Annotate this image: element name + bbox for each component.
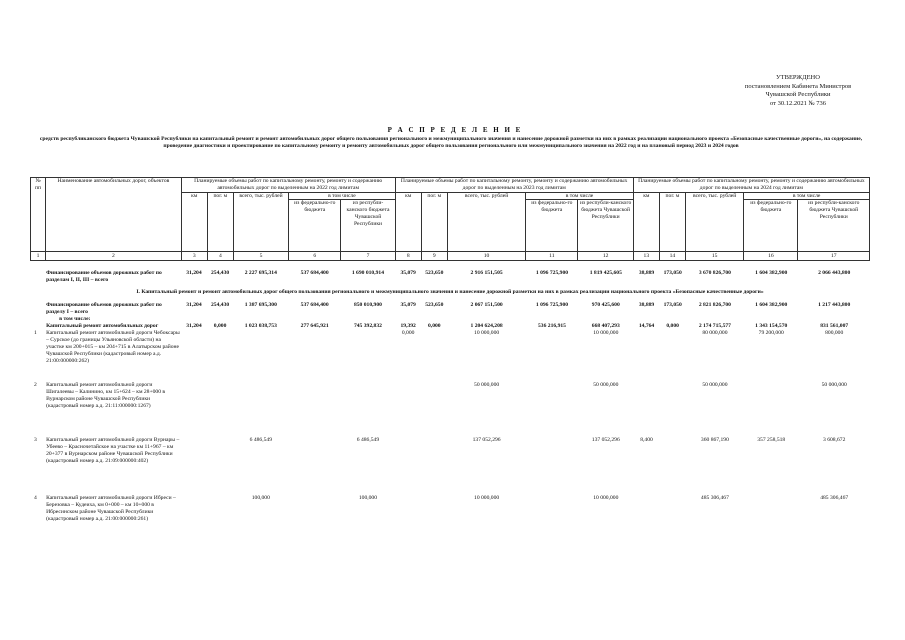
body-table [30,270,870,539]
header-km-2022: км [181,192,207,252]
row-index: 4 [34,495,37,501]
value-cell [526,316,578,323]
row-index [30,270,45,284]
value-cell: 1 387 695,300 [244,302,277,308]
column-number-cell: 3 [181,252,207,261]
value-cell [526,495,578,539]
header-fed-2023: из федерально-го бюджета [526,200,578,252]
value-cell: 79 200,000 [758,330,784,336]
value-cell: 100,000 [358,495,378,501]
value-cell [421,495,447,539]
value-cell: 3 608,672 [823,437,846,443]
document-title: Р А С П Р Е Д Е Л Е Н И Е [387,126,523,134]
header-km-2023: км [395,192,421,252]
value-cell: 831 561,007 [820,323,849,329]
row-name: Финансирование объемов дорожных работ по разделу I – всего [46,302,162,315]
header-pm-2024: пог. м [659,192,685,252]
column-number-cell: 10 [447,252,525,261]
table-row [30,323,870,330]
value-cell: 537 684,400 [300,270,329,276]
value-cell [288,330,340,382]
value-cell [421,437,447,495]
value-cell: 100,000 [251,495,270,501]
value-cell: 254,430 [210,302,230,308]
value-cell: 850 010,900 [353,302,382,308]
section-heading-row [30,284,870,302]
value-cell [288,382,340,437]
header-rep-2024: из республи-канского бюджета Чувашской Республики [798,200,870,252]
value-cell: 1 096 725,900 [535,302,569,308]
value-cell [660,330,686,382]
value-cell: 1 096 725,900 [535,270,569,276]
value-cell [288,495,340,539]
table-row [30,330,870,382]
value-cell: 10 000,000 [474,330,500,336]
section-heading: I. Капитальный ремонт и ремонт автомобильных дорог общего пользования регионального и межмуниципального значения и нанесение дорожной разметки на них в рамках реализации национального проекта «Безопасные качественные дороги» [136,289,764,295]
value-cell [421,330,447,382]
value-cell [288,316,340,323]
value-cell [207,382,233,437]
value-cell: 1 819 425,605 [589,270,622,276]
value-cell: 1 604 382,900 [755,302,788,308]
column-number-cell: 15 [685,252,743,261]
value-cell [633,382,659,437]
column-number-cell: 7 [341,252,395,261]
header-fed-2024: из федерально-го бюджета [744,200,798,252]
header-table [30,177,870,261]
value-cell: 137 052,296 [472,437,501,443]
value-cell: 6 486,549 [356,437,380,443]
header-group-2022: Планируемые объемы работ по капитальному ремонту, ремонту и содержанию автомобильных дорог по выделенным на 2022 год лимитам [181,178,395,193]
table-row [30,302,870,316]
value-cell [233,316,288,323]
column-number-cell: 1 [31,252,46,261]
value-cell: 970 425,600 [591,302,620,308]
document-subtitle: средств республиканского бюджета Чувашской Республики на капитальный ремонт и ремонт автомобильных дорог общего пользования регионального и межмуниципального значения и нанесение дорожной разметки на них в рамках реализации национального проекта «Безопасные качественные дороги», на содержание, проведение диагностики и проектирование по капитальному ремонту и ремонту автомобильных дорог общего пользования регионального или межмуниципального значения на 2022 год и на плановый период 2023 и 2024 годов [39,136,863,150]
value-cell: 2 067 151,500 [470,302,503,308]
approval-line-2: постановлением Кабинета Министров [744,82,852,90]
column-number-cell: 16 [744,252,798,261]
column-number-cell: 17 [798,252,870,261]
value-cell: 50 000,000 [593,382,619,388]
table-row [30,382,870,437]
header-rep-2022: из республи-канского бюджета Чувашской Республики [341,200,395,252]
value-cell: 173,050 [663,270,682,276]
value-cell: 173,050 [663,302,682,308]
value-cell: 2 174 715,577 [698,323,731,329]
header-incl-2024: в том числе [744,192,870,200]
column-number-cell: 8 [395,252,421,261]
column-number-cell: 4 [207,252,233,261]
value-cell [526,330,578,382]
value-cell: 523,650 [425,270,444,276]
value-cell [181,316,207,323]
value-cell: 31,204 [186,302,202,308]
value-cell [341,382,395,437]
value-cell: 0,000 [428,323,441,329]
value-cell: 10 000,000 [593,495,619,501]
value-cell [395,382,421,437]
value-cell: 35,079 [400,302,416,308]
value-cell: 1 023 038,753 [244,323,277,329]
value-cell [660,316,686,323]
value-cell: 1 690 010,914 [351,270,385,276]
value-cell: 254,430 [210,270,230,276]
header-pm-2022: пог. м [207,192,233,252]
value-cell [633,495,659,539]
row-index: 1 [34,330,37,336]
approval-line-3: Чувашской Республики [765,91,831,98]
value-cell [207,330,233,382]
value-cell: 485 306,467 [820,495,849,501]
value-cell [660,382,686,437]
value-cell: 1 217 443,800 [818,302,851,308]
column-number-cell: 14 [659,252,685,261]
value-cell: 19,392 [400,323,416,329]
value-cell: 485 306,467 [700,495,729,501]
column-number-cell: 5 [233,252,288,261]
row-name: Капитальный ремонт автомобильной дороги Ибреси – Березовка – Кудеиха, км 0+000 – км 10+000 в Ибресинском районе Чувашской Республики (кадастровый номер а.д. 21:00:000000:261) [46,495,176,522]
header-group-2024: Планируемые объемы работ по капитальному ремонту, ремонту и содержанию автомобильных дорог по выделенным на 2024 год лимитам [633,178,869,193]
value-cell: 745 392,832 [353,323,382,329]
column-number-cell: 2 [46,252,182,261]
value-cell [181,437,207,495]
value-cell: 277 645,921 [300,323,329,329]
value-cell [744,382,798,437]
value-cell: 357 258,518 [757,437,786,443]
value-cell [447,316,525,323]
row-name: Капитальный ремонт автомобильной дороги Чебоксары – Сурское (до границы Ульяновской области) на участке км 200+015 – км 204+715 в Алатырском районе Чувашской Республики (кадастровый номер а.д. 21:00:000000:262) [46,330,180,364]
approval-block [718,74,878,108]
value-cell: 6 486,549 [249,437,272,443]
header-rep-2023: из республи-канского бюджета Чувашской Республики [578,200,633,252]
value-cell [744,495,798,539]
value-cell [395,316,421,323]
column-number-row [31,252,870,261]
column-number-cell: 13 [633,252,659,261]
value-cell: 0,000 [666,323,679,329]
value-cell: 360 867,190 [700,437,729,443]
column-number-cell: 12 [578,252,633,261]
row-index [30,316,45,323]
value-cell: 800,000 [825,330,844,336]
value-cell: 137 052,296 [591,437,620,443]
table-row [30,437,870,495]
value-cell: 523,650 [425,302,444,308]
value-cell: 0,000 [401,330,415,336]
row-index [30,302,45,316]
value-cell: 10 000,000 [593,330,619,336]
column-number-cell: 6 [289,252,341,261]
value-cell [633,316,659,323]
row-index [30,323,45,330]
header-km-2024: км [633,192,659,252]
row-name: Финансирование объемов дорожных работ по разделам I, II, III – всего [46,270,162,283]
column-number-cell: 11 [526,252,578,261]
value-cell [686,316,744,323]
row-index: 2 [34,382,37,388]
header-fed-2022: из федерально-го бюджета [289,200,341,252]
value-cell [395,437,421,495]
table-row [30,270,870,284]
value-cell: 10 000,000 [474,495,500,501]
value-cell [526,382,578,437]
value-cell: 2 916 151,505 [470,270,503,276]
value-cell: 2 066 443,800 [818,270,851,276]
approval-line-4: от 30.12.2021 № 736 [769,99,827,107]
value-cell: 38,889 [638,302,655,308]
value-cell: 1 204 624,208 [470,323,503,329]
value-cell [744,316,798,323]
value-cell [207,495,233,539]
value-cell: 38,889 [638,270,655,276]
value-cell [181,382,207,437]
value-cell: 50 000,000 [474,382,500,388]
header-col-number: № пп [31,178,46,252]
value-cell: 3 670 826,700 [698,270,731,276]
value-cell [181,495,207,539]
value-cell [395,495,421,539]
column-number-cell: 9 [421,252,447,261]
header-total-2024: всего, тыс. рублей [685,192,743,252]
value-cell [288,437,340,495]
value-cell: 31,204 [186,270,202,276]
value-cell: 536 216,915 [537,323,566,329]
value-cell: 537 684,400 [300,302,329,308]
value-cell: 8,400 [640,437,653,443]
value-cell [233,382,288,437]
value-cell: 1 343 154,570 [755,323,788,329]
value-cell [660,437,686,495]
value-cell [233,330,288,382]
value-cell: 31,204 [186,323,202,329]
value-cell: 0,000 [213,323,227,329]
value-cell [341,316,395,323]
value-cell [633,330,659,382]
value-cell [526,437,578,495]
value-cell: 2 227 695,314 [244,270,277,276]
value-cell [421,316,447,323]
value-cell: 2 821 826,700 [698,302,731,308]
header-group-2023: Планируемые объемы работ по капитальному ремонту, ремонту и содержанию автомобильных дорог по выделенным на 2023 год лимитам [395,178,633,193]
row-name: Капитальный ремонт автомобильных дорог [46,323,159,329]
value-cell [798,316,870,323]
value-cell [660,495,686,539]
value-cell: 1 604 382,900 [755,270,788,276]
row-index: 3 [34,437,37,443]
header-total-2023: всего, тыс. рублей [447,192,525,252]
table-row [30,495,870,539]
header-incl-2023: в том числе [526,192,634,200]
value-cell [341,330,395,382]
value-cell [207,437,233,495]
value-cell [421,382,447,437]
value-cell: 668 407,293 [591,323,620,329]
header-col-name: Наименование автомобильных дорог, объектов [46,178,182,252]
value-cell: 50 000,000 [821,382,847,388]
value-cell [181,330,207,382]
row-name: в том числе: [59,316,91,322]
header-pm-2023: пог. м [421,192,447,252]
value-cell [578,316,633,323]
table-row [30,316,870,323]
value-cell [207,316,233,323]
value-cell: 80 000,000 [702,330,728,336]
header-incl-2022: в том числе [289,192,396,200]
value-cell: 35,079 [400,270,416,276]
value-cell: 14,764 [638,323,655,329]
header-total-2022: всего, тыс. рублей [233,192,288,252]
approval-line-1: УТВЕРЖДЕНО [776,74,820,81]
row-name: Капитальный ремонт автомобильной дороги Шигалеевы – Калинино, км 15+624 – км 28+000 в Вурнарском районе Чувашской Республики (кадастровый номер а.д. 21:11:000000:1267) [46,382,166,409]
row-name: Капитальный ремонт автомобильной дороги Вурнары – Убеево – Красночетайское на участке км 11+967 – км 20+377 в Вурнарском районе Чувашской Республики (кадастровый номер а.д. 21:09:000000:402) [46,437,180,464]
value-cell: 50 000,000 [702,382,728,388]
